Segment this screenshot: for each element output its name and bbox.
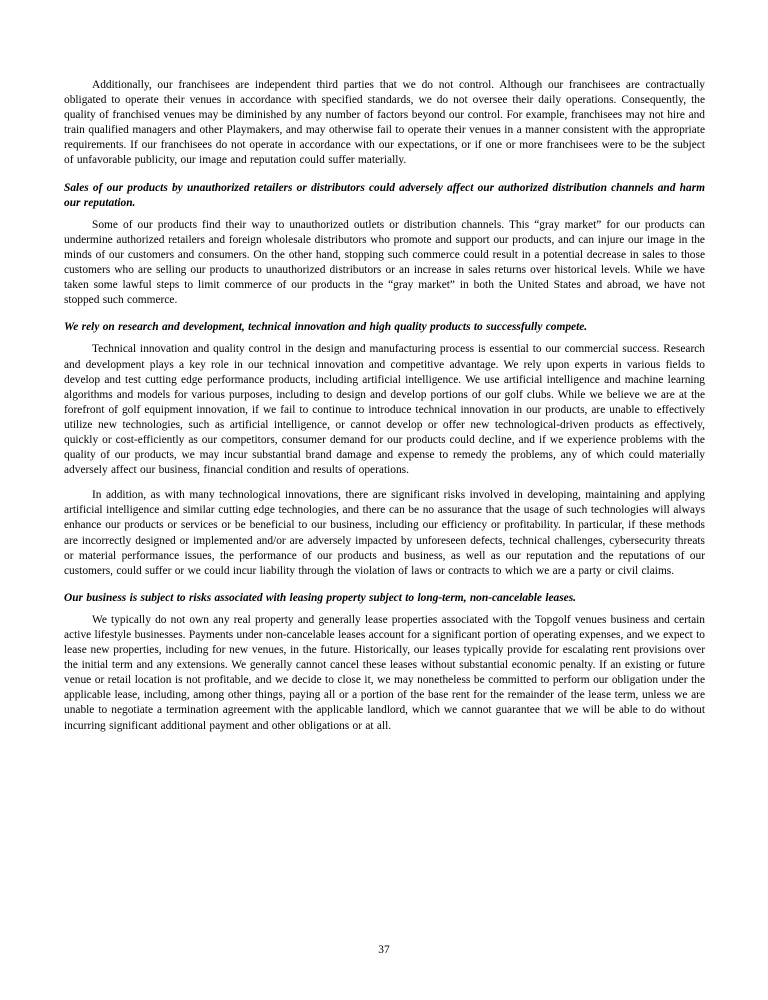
paragraph-gray-market: Some of our products find their way to unauthorized outlets or distribution channels. This “gray market” for our products can undermine authorized retailers and foreign wholesale distributors who promote and support our products, and can injure our image in the minds of our customers and consumers. On the other hand, stopping such commerce could result in a potential decrease in sales to those customers who are selling our products to unauthorized distributors or an increase in sales returns over historical levels. While we have taken some lawful steps to limit commerce of our products in the “gray market” in both the United States and abroad, we have not stopped such commerce. [64,218,705,307]
paragraph-leases: We typically do not own any real property and generally lease properties associated with the Topgolf venues business and certain active lifestyle businesses. Payments under non-cancelable leases account for a significant portion of operating expenses, and we expect to lease new properties, including for new venues, in the future. Historically, our leases typically provide for escalating rent provisions over the initial term and any extensions. We generally cannot cancel these leases without substantial economic penalty. If an existing or future venue or retail location is not profitable, and we decide to close it, we may nonetheless be committed to perform our obligation under the applicable lease, including, among other things, paying all or a portion of the base rent for the remainder of the lease term, unless we are unable to negotiate a termination agreement with the applicable landlord, which we cannot guarantee that we will be able to do without incurring significant additional payment and other obligations or at all. [64,613,705,732]
paragraph-franchisees: Additionally, our franchisees are independent third parties that we do not control. Although our franchisees are contractually obligated to operate their venues in accordance with specified standards, we do not oversee their daily operations. Consequently, the quality of franchised venues may be diminished by any number of factors beyond our control. For example, franchisees may not hire and train qualified managers and other Playmakers, and may otherwise fail to operate their venues in a manner consistent with the appropriate requirements. If our franchisees do not operate in accordance with our expectations, or if one or more franchisees were to be the subject of unfavorable publicity, our image and reputation could suffer materially. [64,79,705,167]
page-content [64,78,705,734]
risk-heading-research-development: We rely on research and development, technical innovation and high quality products to successfully compete. [64,321,588,334]
risk-heading-leasing: Our business is subject to risks associated with leasing property subject to long-term, non-cancelable leases. [64,591,577,604]
paragraph-ai-risks: In addition, as with many technological innovations, there are significant risks involved in developing, maintaining and applying artificial intelligence and similar cutting edge technologies, and there can be no assurance that the usage of such technologies will always enhance our products or services or be beneficial to our business, including our efficiency or profitability. In particular, if these methods are incorrectly designed or implemented and/or are adversely impacted by unforeseen defects, technical challenges, cybersecurity threats or material performance issues, the performance of our products and business, as well as our reputation and the reputations of our customers, could suffer or we could incur liability through the violation of laws or contracts to which we are a party or civil claims. [64,489,705,577]
page-number: 37 [378,944,390,956]
risk-heading-unauthorized-sales: Sales of our products by unauthorized retailers or distributors could adversely affect our authorized distribution channels and harm our reputation. [64,181,705,209]
paragraph-technical-innovation: Technical innovation and quality control in the design and manufacturing process is essential to our commercial success. Research and development plays a key role in our technical innovation and competitive advantage. We rely upon experts in various fields to develop and test cutting edge performance products, including artificial intelligence. We use artificial intelligence and machine learning algorithms and models for various purposes, including to design and develop portions of our golf clubs. While we believe we are at the forefront of golf equipment innovation, if we fail to continue to introduce technical innovation in our products, are unable to effectively utilize new technologies, such as artificial intelligence, or cannot develop or offer new technological-driven products as effectively, quickly or cost-efficiently as our competitors, consumer demand for our products could decline, and if we experience problems with the quality of our products, we may incur substantial brand damage and expense to remedy the problems, any of which could materially adversely affect our business, financial condition and results of operations. [64,343,705,477]
